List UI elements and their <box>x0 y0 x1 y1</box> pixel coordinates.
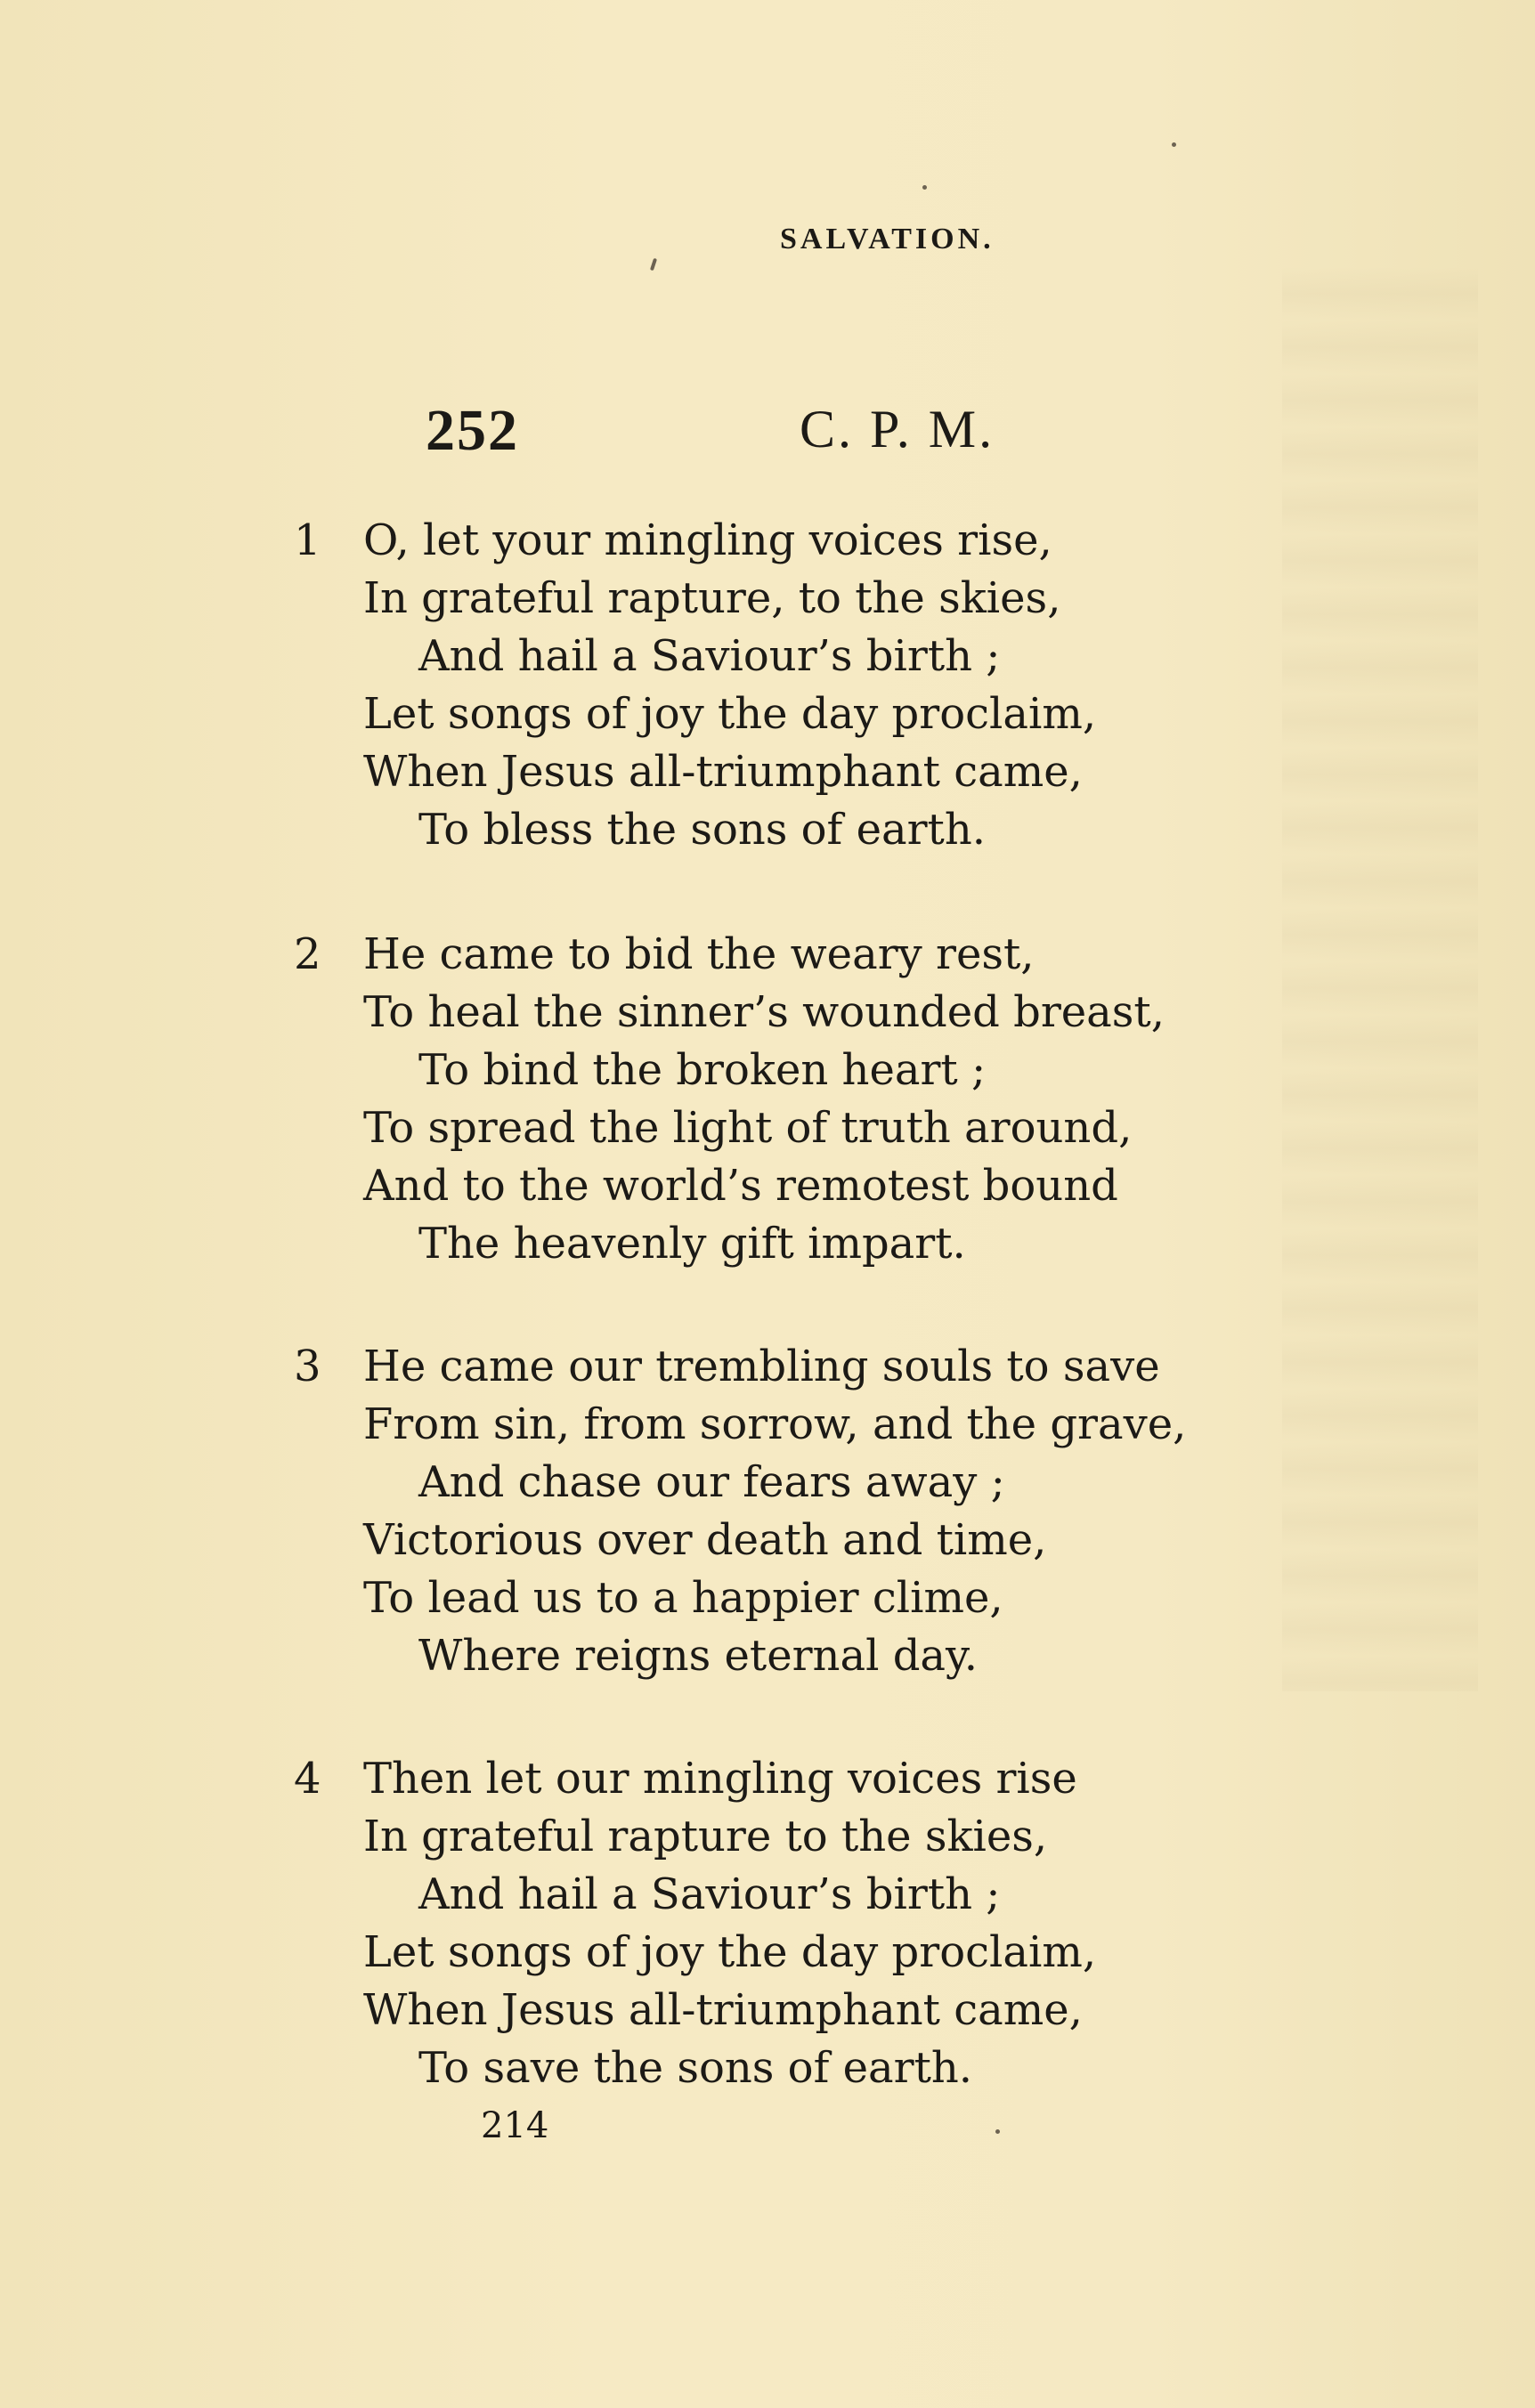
verse-line: Where reigns eternal day. <box>418 1631 979 1681</box>
verse-line: When Jesus all-triumphant came, <box>363 1985 1083 2035</box>
verse-line: To lead us to a happier clime, <box>363 1573 1003 1623</box>
stanza-line <box>294 1808 1318 1866</box>
verse-line: To spread the light of truth around, <box>363 1103 1133 1153</box>
stanza-line <box>294 1099 1318 1157</box>
verse-line: Let songs of joy the day proclaim, <box>363 689 1097 739</box>
stanza-line <box>294 926 1318 984</box>
verse-line: In grateful rapture to the skies, <box>363 1812 1048 1861</box>
stanza-line <box>294 1396 1318 1454</box>
stanza-line <box>294 801 1318 859</box>
stanza-line <box>294 1157 1318 1215</box>
stanza-line <box>294 1042 1318 1099</box>
stanza-line <box>294 512 1318 570</box>
verse-line: To heal the sinner’s wounded breast, <box>363 987 1165 1037</box>
verse-line: In grateful rapture, to the skies, <box>363 573 1061 623</box>
hymn-header <box>426 397 1227 468</box>
running-head: SALVATION. <box>780 223 995 255</box>
verse-line: To bind the broken heart ; <box>418 1045 987 1095</box>
stanza-number: 4 <box>294 1754 321 1804</box>
print-speck <box>1172 142 1176 147</box>
hymn-meter: C. P. M. <box>800 400 995 458</box>
stanza-2 <box>294 926 1318 1273</box>
stanza-line <box>294 1750 1318 1808</box>
print-speck <box>995 2129 1000 2134</box>
stanza-number: 3 <box>294 1342 321 1391</box>
stanza-line <box>294 685 1318 743</box>
stanza-line <box>294 2039 1318 2097</box>
stanza-line <box>294 1569 1318 1627</box>
stanza-line <box>294 628 1318 685</box>
stanza-line <box>294 984 1318 1042</box>
stanza-line <box>294 1512 1318 1569</box>
stanza-line <box>294 743 1318 801</box>
verse-line: Then let our mingling voices rise <box>363 1754 1077 1804</box>
verse-line: From sin, from sorrow, and the grave, <box>363 1399 1187 1449</box>
stanza-line <box>294 1982 1318 2039</box>
stanza-1 <box>294 512 1318 859</box>
stanza-line <box>294 1866 1318 1924</box>
verse-line: Let songs of joy the day proclaim, <box>363 1927 1097 1977</box>
print-speck <box>650 258 657 272</box>
verse-line: When Jesus all-triumphant came, <box>363 747 1083 797</box>
stanza-line <box>294 1454 1318 1512</box>
verse-line: Victorious over death and time, <box>363 1515 1047 1565</box>
stanza-line <box>294 1215 1318 1273</box>
print-speck <box>922 185 927 190</box>
stanza-line <box>294 1627 1318 1685</box>
verse-line: He came to bid the weary rest, <box>363 929 1035 979</box>
stanza-line <box>294 1338 1318 1396</box>
page-number: 214 <box>481 2105 549 2146</box>
verse-line: And chase our fears away ; <box>418 1457 1005 1507</box>
stanza-4 <box>294 1750 1318 2097</box>
stanza-number: 2 <box>294 929 321 979</box>
stanza-line <box>294 570 1318 628</box>
verse-line: And to the world’s remotest bound <box>363 1161 1118 1211</box>
stanza-line <box>294 1924 1318 1982</box>
stanza-number: 1 <box>294 515 321 565</box>
verse-line: He came our trembling souls to save <box>363 1342 1160 1391</box>
verse-line: To save the sons of earth. <box>418 2043 973 2093</box>
verse-line: O, let your mingling voices rise, <box>363 515 1052 565</box>
verse-line: And hail a Saviour’s birth ; <box>418 1869 1001 1919</box>
hymn-number: 252 <box>426 398 519 463</box>
stanza-3 <box>294 1338 1318 1685</box>
verse-line: The heavenly gift impart. <box>418 1219 966 1269</box>
verse-line: And hail a Saviour’s birth ; <box>418 631 1001 681</box>
verse-line: To bless the sons of earth. <box>418 805 987 855</box>
